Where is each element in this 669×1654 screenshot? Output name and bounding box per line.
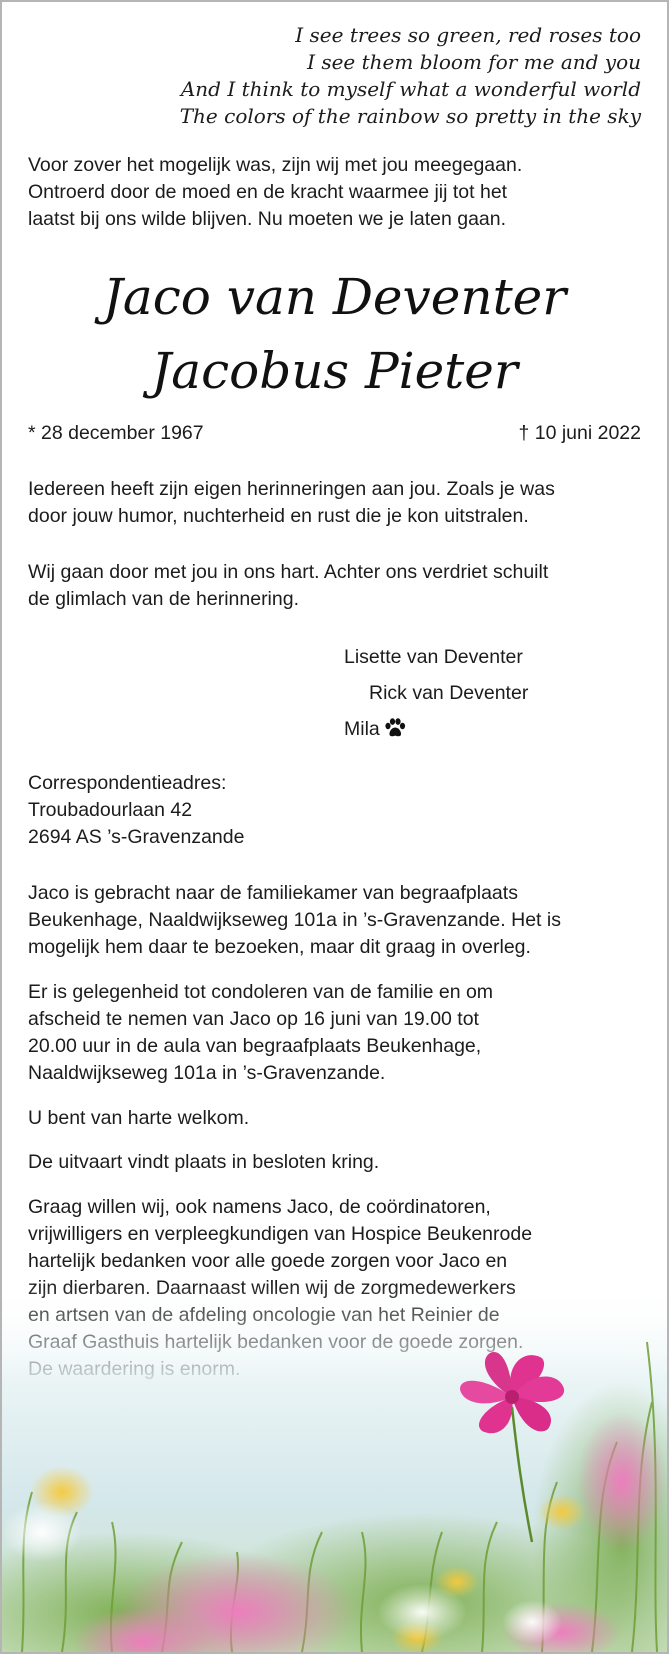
memory-paragraph-2	[28, 559, 648, 613]
signatory: Rick van Deventer	[369, 682, 529, 704]
signatory-pet	[344, 711, 528, 747]
poem-line: The colors of the rainbow so pretty in the sky	[179, 104, 641, 128]
intro-line: Ontroerd door de moed en de kracht waarmee jij tot het	[28, 181, 508, 203]
memory-line: Wij gaan door met jou in ons hart. Achter ons verdriet schuilt	[28, 561, 549, 583]
info-line: Beukenhage, Naaldwijkseweg 101a in ’s-Gravenzande. Het is	[28, 909, 561, 931]
intro-paragraph	[28, 152, 648, 233]
memory-paragraph-1	[28, 476, 648, 530]
paw-icon	[384, 718, 406, 738]
info-line: Naaldwijkseweg 101a in ’s-Gravenzande.	[28, 1062, 386, 1084]
info-line: 20.00 uur in de aula van begraafplaats Beukenhage,	[28, 1035, 482, 1057]
name-line-1: Jaco van Deventer	[102, 268, 567, 326]
address-line: Correspondentieadres:	[28, 772, 227, 794]
address-line: 2694 AS ’s-Gravenzande	[28, 826, 245, 848]
thanks-line: Graag willen wij, ook namens Jaco, de coördinatoren,	[28, 1196, 491, 1218]
welcome-text	[28, 1105, 648, 1132]
name-line-2: Jacobus Pieter	[151, 342, 518, 400]
info-paragraph-1	[28, 880, 648, 961]
info-line: afscheid te nemen van Jaco op 16 juni van 19.00 tot	[28, 1008, 479, 1030]
thanks-line: hartelijk bedanken voor alle goede zorgen voor Jaco en	[28, 1250, 508, 1272]
info-line: mogelijk hem daar te bezoeken, maar dit graag in overleg.	[28, 936, 531, 958]
poem-line: I see them bloom for me and you	[307, 50, 641, 74]
flower-meadow-illustration	[2, 1282, 667, 1652]
life-dates	[28, 420, 641, 447]
poem	[180, 22, 641, 130]
funeral-line: De uitvaart vindt plaats in besloten kring.	[28, 1151, 380, 1173]
poem-line: I see trees so green, red roses too	[295, 23, 641, 47]
deceased-name	[2, 260, 667, 408]
intro-line: Voor zover het mogelijk was, zijn wij met jou meegegaan.	[28, 154, 523, 176]
welcome-line: U bent van harte welkom.	[28, 1107, 250, 1129]
intro-line: laatst bij ons wilde blijven. Nu moeten we je laten gaan.	[28, 208, 507, 230]
info-paragraph-2	[28, 979, 648, 1087]
info-line: Er is gelegenheid tot condoleren van de familie en om	[28, 981, 494, 1003]
birth-date: * 28 december 1967	[28, 422, 204, 444]
signatories	[344, 639, 528, 747]
funeral-text	[28, 1149, 648, 1176]
memory-line: Iedereen heeft zijn eigen herinneringen aan jou. Zoals je was	[28, 478, 555, 500]
death-date: † 10 juni 2022	[518, 422, 641, 444]
info-line: Jaco is gebracht naar de familiekamer van begraafplaats	[28, 882, 518, 904]
thanks-line: vrijwilligers en verpleegkundigen van Hospice Beukenrode	[28, 1223, 533, 1245]
poem-line: And I think to myself what a wonderful world	[180, 77, 641, 101]
memory-line: door jouw humor, nuchterheid en rust die je kon uitstralen.	[28, 505, 529, 527]
memory-line: de glimlach van de herinnering.	[28, 588, 300, 610]
signatory-pet-name: Mila	[344, 718, 380, 740]
address-line: Troubadourlaan 42	[28, 799, 193, 821]
signatory: Lisette van Deventer	[344, 646, 523, 668]
correspondence-address	[28, 770, 648, 851]
